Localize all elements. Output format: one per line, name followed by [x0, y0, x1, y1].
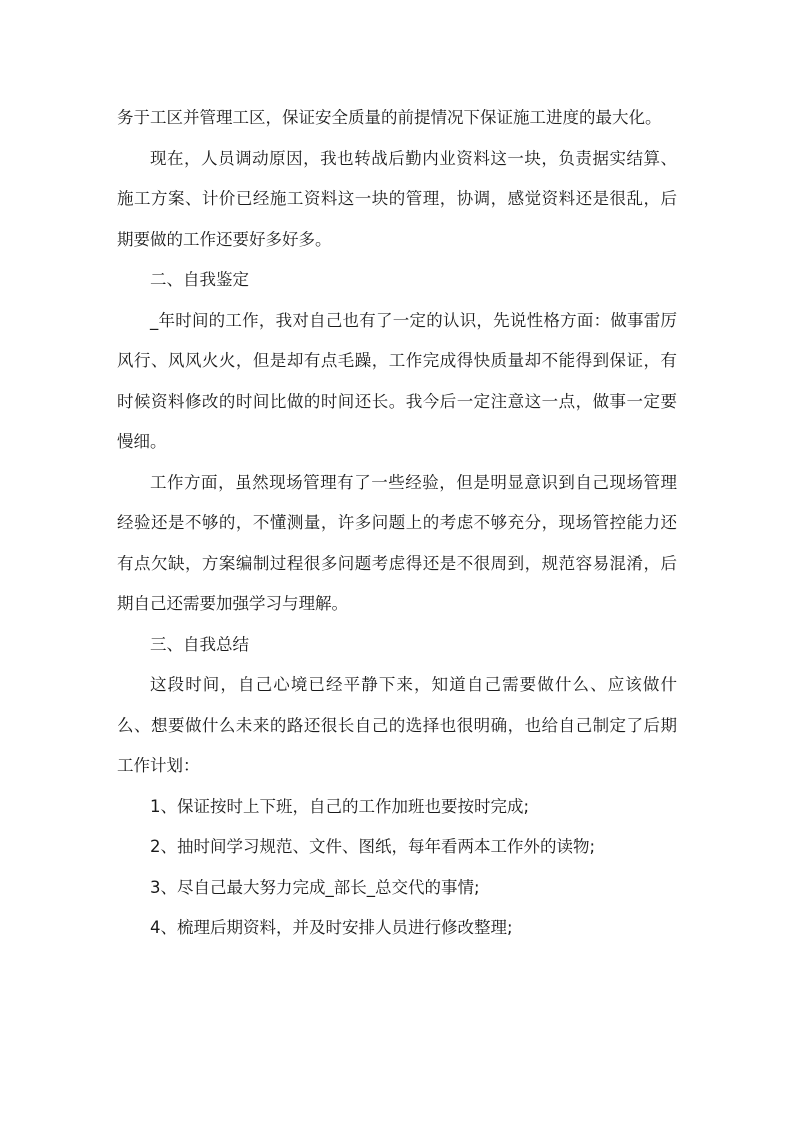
document-body: [117, 98, 677, 949]
paragraph-continuation: 务于工区并管理工区，保证安全质量的前提情况下保证施工进度的最大化。: [117, 108, 662, 127]
paragraph-summary: 这段时间，自己心境已经平静下来，知道自己需要做什么、应该做什么、想要做什么未来的路还很长自己的选择也很明确，也给自己制定了后期工作计划：: [117, 675, 677, 775]
section-heading-self-assessment: 二、自我鉴定: [150, 270, 249, 289]
paragraph-personality: _年时间的工作，我对自己也有了一定的认识，先说性格方面：做事雷厉风行、风风火火，但是却有点毛躁，工作完成得快质量却不能得到保证，有时候资料修改的时间比做的时间还长。我今后一定注意这一点，做事一定要慢细。: [117, 310, 677, 451]
paragraph-current-status: 现在，人员调动原因，我也转战后勤内业资料这一块，负责据实结算、施工方案、计价已经施工资料这一块的管理，协调，感觉资料还是很乱，后期要做的工作还要好多好多。: [117, 148, 677, 249]
paragraph-work-aspects: 工作方面，虽然现场管理有了一些经验，但是明显意识到自己现场管理经验还是不够的，不懂测量，许多问题上的考虑不够充分，现场管控能力还有点欠缺，方案编制过程很多问题考虑得还是不很周到，规范容易混淆，后期自己还需要加强学习与理解。: [117, 472, 677, 613]
list-item-plan-2: 2、抽时间学习规范、文件、图纸，每年看两本工作外的读物;: [150, 837, 596, 856]
list-item-plan-4: 4、梳理后期资料，并及时安排人员进行修改整理;: [150, 918, 513, 937]
section-heading-self-summary: 三、自我总结: [150, 634, 249, 654]
list-item-plan-3: 3、尽自己最大努力完成_部长_总交代的事情;: [150, 877, 480, 897]
list-item-plan-1: 1、保证按时上下班，自己的工作加班也要按时完成;: [150, 796, 530, 816]
